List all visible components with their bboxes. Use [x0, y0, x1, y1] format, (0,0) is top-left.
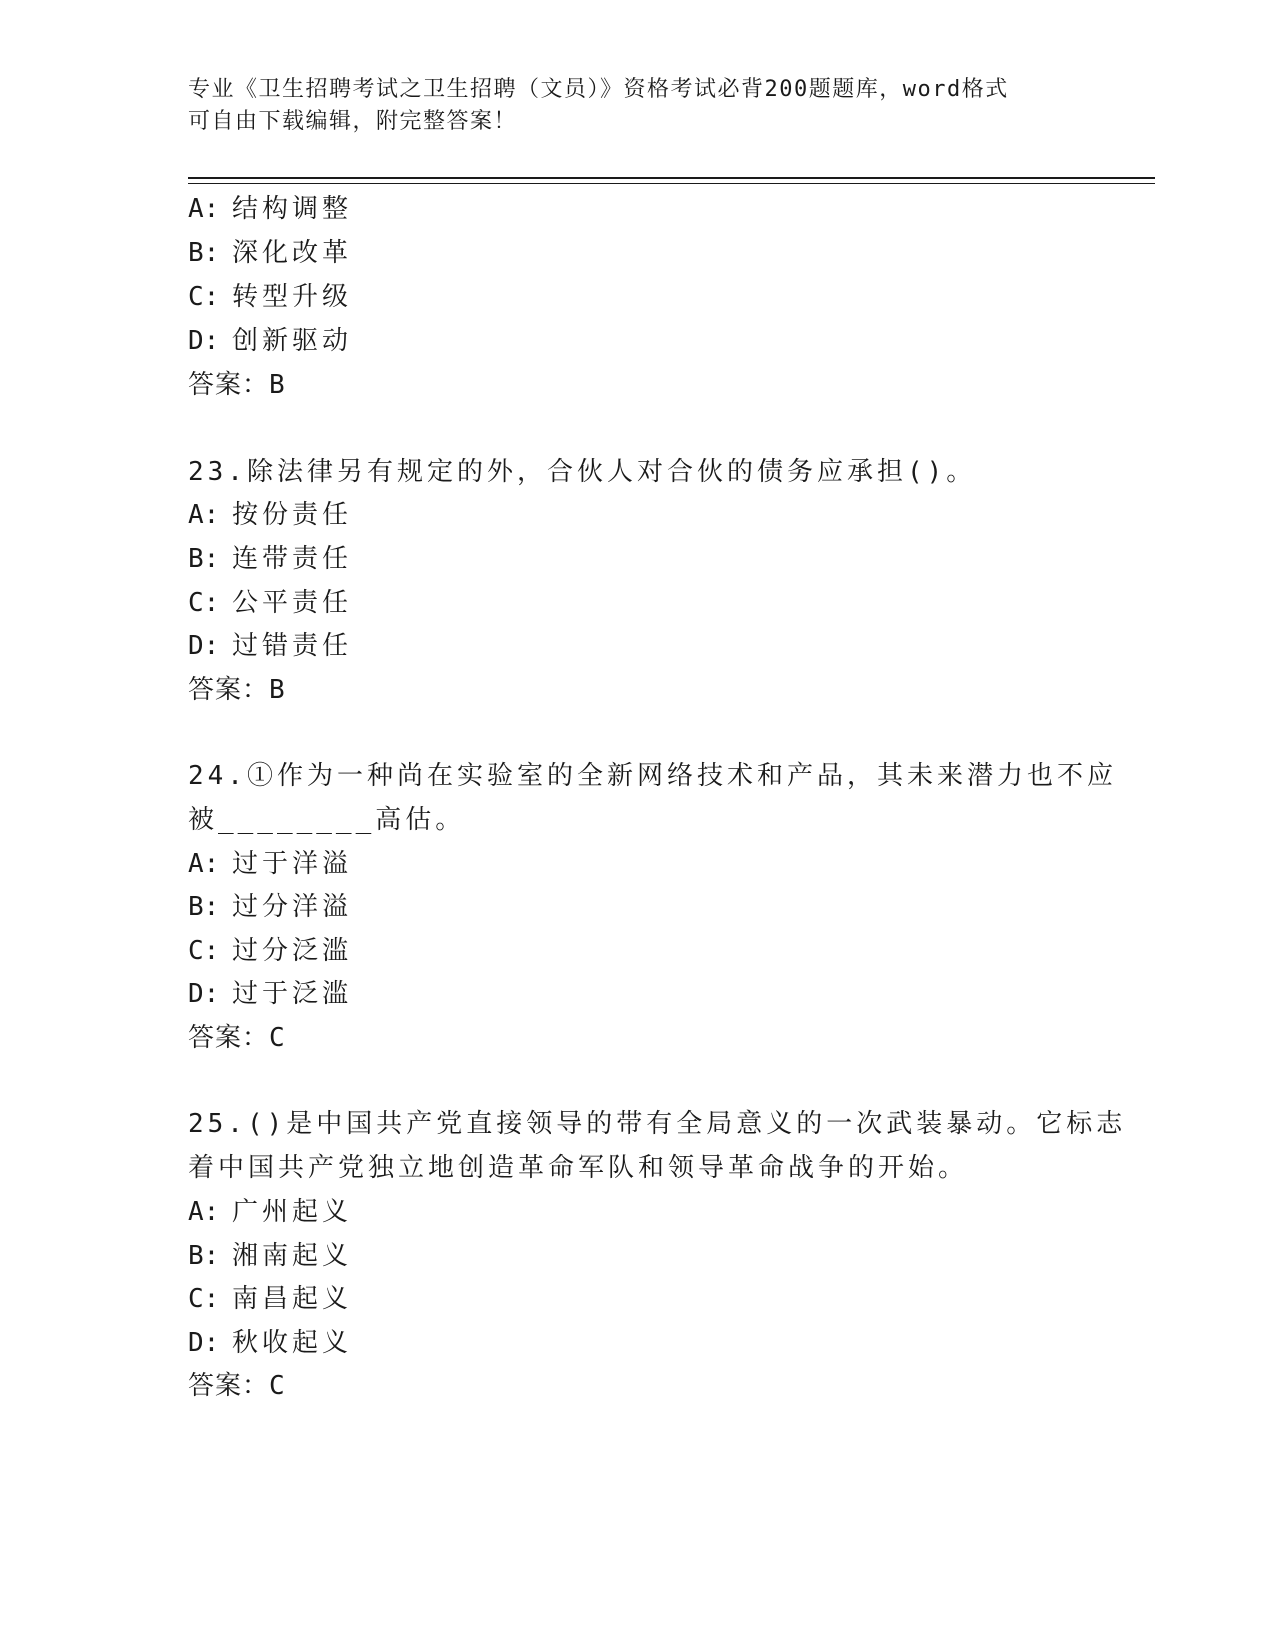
q23-stem: 23.除法律另有规定的外，合伙人对合伙的债务应承担()。 [188, 457, 977, 487]
q22-option-a: A: 结构调整 [188, 194, 353, 224]
q24-option-d: D: 过于泛滥 [188, 979, 353, 1009]
q22-answer: 答案：B [188, 370, 286, 400]
q24-option-c: C: 过分泛滥 [188, 936, 353, 966]
q23-option-c: C: 公平责任 [188, 588, 353, 618]
q23-option-a: A: 按份责任 [188, 500, 353, 530]
header-rule-thick [188, 177, 1155, 179]
q23-answer: 答案：B [188, 675, 286, 705]
q22-option-c: C: 转型升级 [188, 282, 353, 312]
q23-option-b: B: 连带责任 [188, 544, 353, 574]
header-line-2: 可自由下载编辑，附完整答案！ [188, 109, 518, 134]
q22-option-b: B: 深化改革 [188, 238, 353, 268]
q25-answer: 答案：C [188, 1371, 286, 1401]
q24-stem-line-1: 24.①作为一种尚在实验室的全新网络技术和产品，其未来潜力也不应 [188, 761, 1117, 791]
q25-option-d: D: 秋收起义 [188, 1328, 353, 1358]
q24-answer: 答案：C [188, 1023, 286, 1053]
q25-stem-line-1: 25.()是中国共产党直接领导的带有全局意义的一次武装暴动。它标志 [188, 1109, 1127, 1139]
header-rule-thin [188, 183, 1155, 184]
q22-option-d: D: 创新驱动 [188, 326, 353, 356]
q24-stem-line-2: 被________高估。 [188, 805, 466, 835]
header-line-1: 专业《卫生招聘考试之卫生招聘（文员）》资格考试必背200题题库，word格式 [188, 77, 1009, 102]
q25-stem-line-2: 着中国共产党独立地创造革命军队和领导革命战争的开始。 [188, 1153, 969, 1183]
q23-option-d: D: 过错责任 [188, 631, 353, 661]
q25-option-a: A: 广州起义 [188, 1197, 353, 1227]
document-header [188, 74, 1088, 138]
q24-option-b: B: 过分洋溢 [188, 892, 353, 922]
q25-option-c: C: 南昌起义 [188, 1284, 353, 1314]
q25-option-b: B: 湘南起义 [188, 1241, 353, 1271]
q24-option-a: A: 过于洋溢 [188, 849, 353, 879]
